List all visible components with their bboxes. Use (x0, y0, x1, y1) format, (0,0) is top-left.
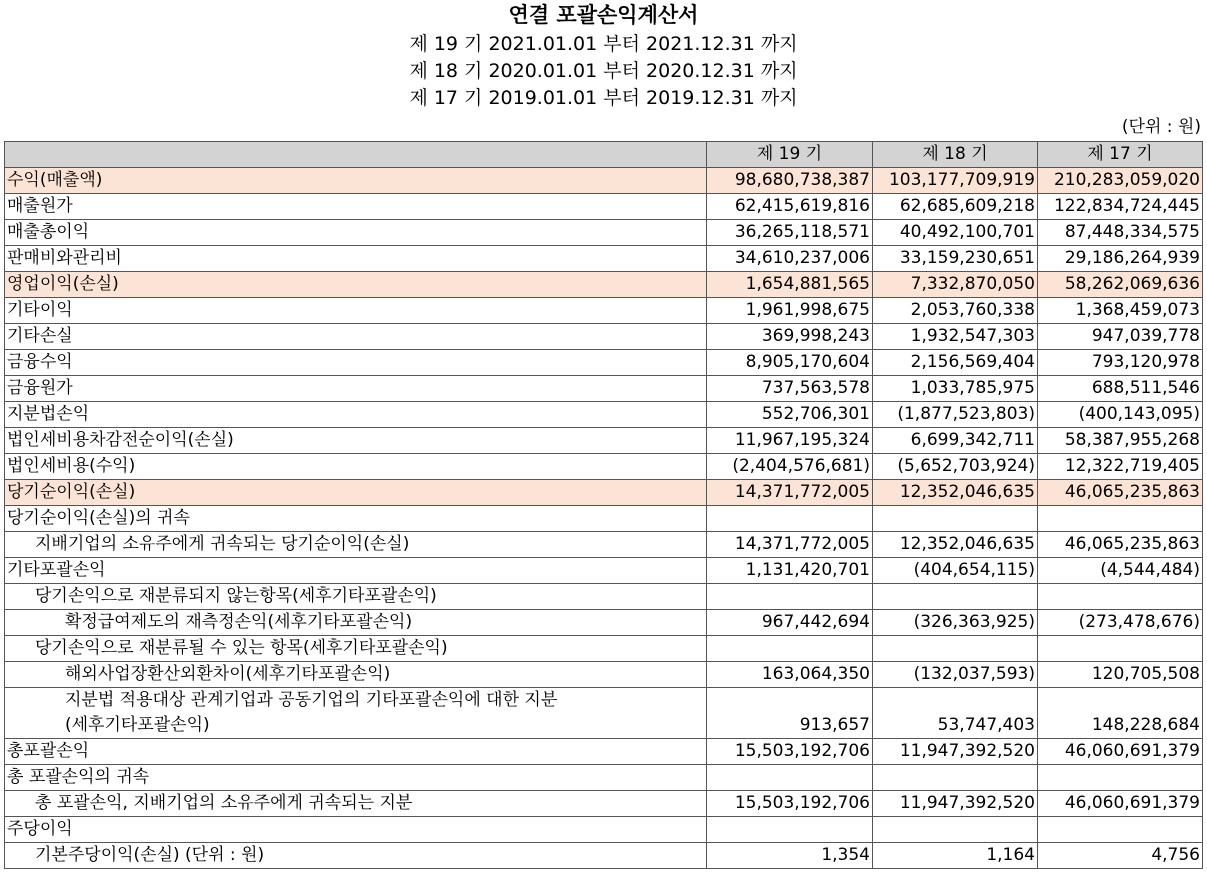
value-18: (1,877,523,803) (873, 402, 1038, 428)
period-line-19: 제 19 기 2021.01.01 부터 2021.12.31 까지 (409, 33, 798, 55)
row-label: 당기순이익(손실) (5, 480, 707, 506)
value-19: 36,265,118,571 (707, 220, 873, 246)
table-row (5, 376, 1203, 402)
value-19: (2,404,576,681) (707, 454, 873, 480)
table-row (5, 662, 1203, 688)
value-19 (707, 584, 873, 610)
value-17: (273,478,676) (1038, 610, 1203, 636)
row-label: 해외사업장환산외환차이(세후기타포괄손익) (5, 662, 707, 688)
value-17: 4,756 (1038, 843, 1203, 869)
value-17 (1038, 817, 1203, 843)
row-label: 법인세비용차감전순이익(손실) (5, 428, 707, 454)
table-row (5, 532, 1203, 558)
row-label: 당기손익으로 재분류되지 않는항목(세후기타포괄손익) (5, 584, 707, 610)
table-header-row (5, 142, 1203, 168)
value-19: 11,967,195,324 (707, 428, 873, 454)
value-19: 369,998,243 (707, 324, 873, 350)
value-18: 33,159,230,651 (873, 246, 1038, 272)
value-18: 1,932,547,303 (873, 324, 1038, 350)
value-18: 11,947,392,520 (873, 791, 1038, 817)
value-17: 1,368,459,073 (1038, 298, 1203, 324)
value-17 (1038, 584, 1203, 610)
period-line-17: 제 17 기 2019.01.01 부터 2019.12.31 까지 (409, 87, 798, 109)
row-label-line1: 지분법 적용대상 관계기업과 공동기업의 기타포괄손익에 대한 지분 (65, 690, 558, 710)
value-17: 58,387,955,268 (1038, 428, 1203, 454)
value-17: 688,511,546 (1038, 376, 1203, 402)
table-row (5, 843, 1203, 869)
value-18 (873, 584, 1038, 610)
row-label: 금융수익 (5, 350, 707, 376)
column-header-18: 제 18 기 (873, 142, 1038, 168)
value-18: 7,332,870,050 (873, 272, 1038, 298)
value-18: 2,156,569,404 (873, 350, 1038, 376)
value-17: 793,120,978 (1038, 350, 1203, 376)
value-18: 62,685,609,218 (873, 194, 1038, 220)
table-row (5, 584, 1203, 610)
value-18 (873, 817, 1038, 843)
value-19 (707, 506, 873, 532)
row-label: 총포괄손익 (5, 739, 707, 765)
value-18: 1,033,785,975 (873, 376, 1038, 402)
value-18 (873, 636, 1038, 662)
row-label: 매출원가 (5, 194, 707, 220)
row-label: 확정급여제도의 재측정손익(세후기타포괄손익) (5, 610, 707, 636)
unit-label: (단위 : 원) (1121, 117, 1201, 137)
row-label: 당기손익으로 재분류될 수 있는 항목(세후기타포괄손익) (5, 636, 707, 662)
value-18: 12,352,046,635 (873, 480, 1038, 506)
value-17: 120,705,508 (1038, 662, 1203, 688)
value-17: 46,065,235,863 (1038, 532, 1203, 558)
value-19: 34,610,237,006 (707, 246, 873, 272)
value-18: 53,747,403 (873, 688, 1038, 739)
value-17 (1038, 506, 1203, 532)
value-19: 1,131,420,701 (707, 558, 873, 584)
value-19: 1,354 (707, 843, 873, 869)
table-row (5, 168, 1203, 194)
row-label: 지배기업의 소유주에게 귀속되는 당기순이익(손실) (5, 532, 707, 558)
value-18 (873, 506, 1038, 532)
period-line-18: 제 18 기 2020.01.01 부터 2020.12.31 까지 (409, 60, 798, 82)
value-18: 2,053,760,338 (873, 298, 1038, 324)
value-18: 11,947,392,520 (873, 739, 1038, 765)
table-row (5, 636, 1203, 662)
value-18: (326,363,925) (873, 610, 1038, 636)
value-19: 15,503,192,706 (707, 791, 873, 817)
value-19: 913,657 (707, 688, 873, 739)
value-18: (132,037,593) (873, 662, 1038, 688)
table-row (5, 765, 1203, 791)
row-label: 매출총이익 (5, 220, 707, 246)
value-17: 148,228,684 (1038, 688, 1203, 739)
row-label: 판매비와관리비 (5, 246, 707, 272)
value-17: 210,283,059,020 (1038, 168, 1203, 194)
row-label-line2: (세후기타포괄손익) (65, 715, 210, 735)
value-17 (1038, 636, 1203, 662)
value-18: 6,699,342,711 (873, 428, 1038, 454)
value-18 (873, 765, 1038, 791)
column-header-label (5, 142, 707, 168)
statement-title: 연결 포괄손익계산서 (508, 3, 699, 27)
value-19: 62,415,619,816 (707, 194, 873, 220)
table-row (5, 688, 1203, 739)
value-19: 1,961,998,675 (707, 298, 873, 324)
row-label: 총 포괄손익, 지배기업의 소유주에게 귀속되는 지분 (5, 791, 707, 817)
table-row (5, 324, 1203, 350)
value-19: 8,905,170,604 (707, 350, 873, 376)
table-row (5, 739, 1203, 765)
value-17: 122,834,724,445 (1038, 194, 1203, 220)
row-label: 기타이익 (5, 298, 707, 324)
value-17: 12,322,719,405 (1038, 454, 1203, 480)
value-19: 14,371,772,005 (707, 532, 873, 558)
row-label: 지분법손익 (5, 402, 707, 428)
value-17: 46,060,691,379 (1038, 791, 1203, 817)
table-row (5, 480, 1203, 506)
value-18: 1,164 (873, 843, 1038, 869)
row-label: 총 포괄손익의 귀속 (5, 765, 707, 791)
table-row (5, 791, 1203, 817)
value-19 (707, 765, 873, 791)
row-label: 금융원가 (5, 376, 707, 402)
income-statement-table (4, 141, 1203, 869)
table-row (5, 272, 1203, 298)
table-row (5, 454, 1203, 480)
value-17: 46,065,235,863 (1038, 480, 1203, 506)
value-17: (400,143,095) (1038, 402, 1203, 428)
row-label: 당기순이익(손실)의 귀속 (5, 506, 707, 532)
value-19: 1,654,881,565 (707, 272, 873, 298)
value-19: 552,706,301 (707, 402, 873, 428)
column-header-17: 제 17 기 (1038, 142, 1203, 168)
value-18: 12,352,046,635 (873, 532, 1038, 558)
table-row (5, 350, 1203, 376)
value-17: (4,544,484) (1038, 558, 1203, 584)
row-label (5, 688, 707, 739)
value-19: 15,503,192,706 (707, 739, 873, 765)
table-row (5, 220, 1203, 246)
value-17: 87,448,334,575 (1038, 220, 1203, 246)
value-18: (404,654,115) (873, 558, 1038, 584)
table-row (5, 246, 1203, 272)
row-label: 수익(매출액) (5, 168, 707, 194)
value-17 (1038, 765, 1203, 791)
row-label: 법인세비용(수익) (5, 454, 707, 480)
value-18: (5,652,703,924) (873, 454, 1038, 480)
table-row (5, 558, 1203, 584)
value-18: 103,177,709,919 (873, 168, 1038, 194)
value-19: 98,680,738,387 (707, 168, 873, 194)
table-row (5, 194, 1203, 220)
value-19: 14,371,772,005 (707, 480, 873, 506)
table-row (5, 428, 1203, 454)
table-row (5, 298, 1203, 324)
value-19: 967,442,694 (707, 610, 873, 636)
column-header-19: 제 19 기 (707, 142, 873, 168)
row-label: 기본주당이익(손실) (단위 : 원) (5, 843, 707, 869)
row-label: 주당이익 (5, 817, 707, 843)
value-17: 46,060,691,379 (1038, 739, 1203, 765)
value-17: 947,039,778 (1038, 324, 1203, 350)
value-17: 58,262,069,636 (1038, 272, 1203, 298)
value-18: 40,492,100,701 (873, 220, 1038, 246)
table-row (5, 402, 1203, 428)
value-19: 163,064,350 (707, 662, 873, 688)
row-label: 영업이익(손실) (5, 272, 707, 298)
row-label: 기타손실 (5, 324, 707, 350)
table-row (5, 506, 1203, 532)
value-19: 737,563,578 (707, 376, 873, 402)
value-19 (707, 636, 873, 662)
table-row (5, 610, 1203, 636)
row-label: 기타포괄손익 (5, 558, 707, 584)
value-19 (707, 817, 873, 843)
value-17: 29,186,264,939 (1038, 246, 1203, 272)
table-row (5, 817, 1203, 843)
